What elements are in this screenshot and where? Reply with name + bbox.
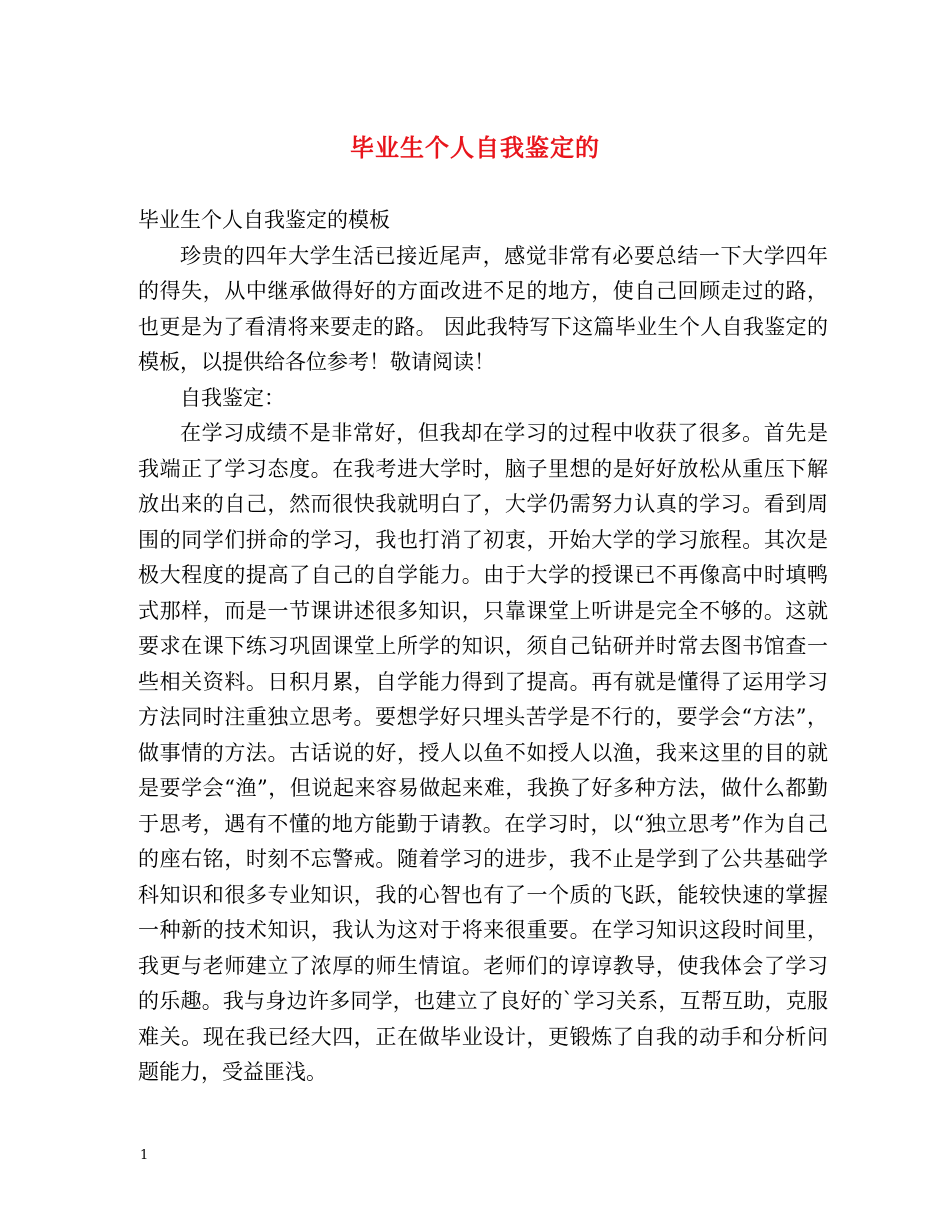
page-number: 1: [140, 1148, 149, 1163]
intro-paragraph: 珍贵的四年大学生活已接近尾声，感觉非常有必要总结一下大学四年的得失，从中继承做得好的方面改进不足的地方，使自己回顾走过的路，也更是为了看清将来要走的路。 因此我特写下这篇毕业生个人自我鉴定的模板，以提供给各位参考！敬请阅读！: [138, 243, 828, 374]
body-paragraph: 在学习成绩不是非常好，但我却在学习的过程中收获了很多。首先是我端正了学习态度。在我考进大学时，脑子里想的是好好放松从重压下解放出来的自己，然而很快我就明白了，大学仍需努力认真的学习。看到周围的同学们拼命的学习，我也打消了初衷，开始大学的学习旅程。其次是极大程度的提高了自己的自学能力。由于大学的授课已不再像高中时填鸭式那样，而是一节课讲述很多知识，只靠课堂上听讲是完全不够的。这就要求在课下练习巩固课堂上所学的知识，须自己钻研并时常去图书馆查一些相关资料。日积月累，自学能力得到了提高。再有就是懂得了运用学习方法同时注重独立思考。要想学好只埋头苦学是不行的，要学会“方法”，做事情的方法。古话说的好，授人以鱼不如授人以渔，我来这里的目的就是要学会“渔”，但说起来容易做起来难，我换了好多种方法，做什么都勤于思考，遇有不懂的地方能勤于请教。在学习时，以“独立思考”作为自己的座右铭，时刻不忘警戒。随着学习的进步，我不止是学到了公共基础学科知识和很多专业知识，我的心智也有了一个质的飞跃，能较快速的掌握一种新的技术知识，我认为这对于将来很重要。在学习知识这段时间里，我更与老师建立了浓厚的师生情谊。老师们的谆谆教导，使我体会了学习的乐趣。我与身边许多同学，也建立了良好的`学习关系，互帮互助，克服难关。现在我已经大四，正在做毕业设计，更锻炼了自我的动手和分析问题能力，受益匪浅。: [138, 421, 828, 1084]
document-subtitle: 毕业生个人自我鉴定的模板: [138, 208, 390, 232]
document-body: [138, 203, 828, 1091]
section-label: 自我鉴定：: [180, 385, 285, 410]
document-title: 毕业生个人自我鉴定的: [350, 133, 600, 162]
